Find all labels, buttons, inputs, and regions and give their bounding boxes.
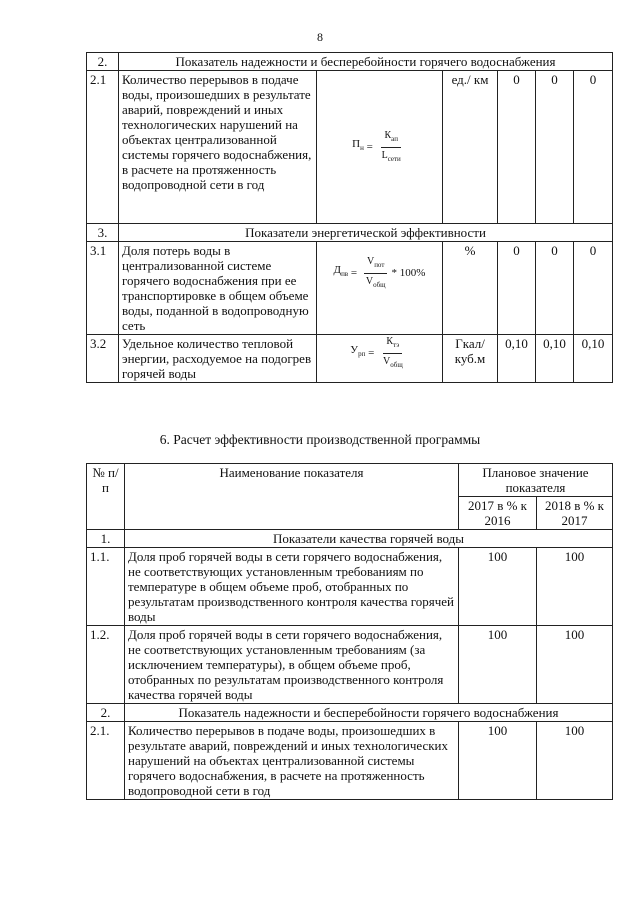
table-row (87, 548, 613, 626)
value-cell: 100 (459, 626, 537, 704)
formula (320, 72, 439, 222)
equals-sign: = (363, 140, 376, 153)
table-row (87, 626, 613, 704)
formula-tail: * 100% (391, 266, 426, 279)
value-cell: 100 (459, 548, 537, 626)
formula-fraction: $\frac{V_{пот}}{V_{общ}}$ (365, 255, 386, 289)
section-row (87, 53, 613, 71)
indicator-name: Доля проб горячей воды в сети горячего водоснабжения, не соответствующих установленным требованиям по температуре в общем объеме проб, отобранных по результатам производственного контроля качества горячей воды (125, 548, 459, 626)
formula-cell (317, 242, 443, 335)
header-name: Наименование показателя (125, 464, 459, 530)
section-title: Показатели энергетической эффективности (119, 224, 613, 242)
header-year-2018: 2018 в % к 2017 (537, 497, 613, 530)
formula-lhs: $У_{рп}$ (350, 344, 366, 359)
value-cell: 0 (574, 242, 613, 335)
section-row (87, 530, 613, 548)
value-cell: 0 (536, 242, 574, 335)
value-cell: 0,10 (498, 335, 536, 383)
table-row (87, 335, 613, 383)
section-number: 2. (87, 53, 119, 71)
row-number: 3.2 (87, 335, 119, 383)
value-cell: 100 (537, 548, 613, 626)
indicator-name: Количество перерывов в подаче воды, произошедших в результате аварий, повреждений и иных технологических нарушений на объектах централизованной системы горячего водоснабжения, в расчете на протяженность водопроводной сети в год (119, 71, 317, 224)
value-cell: 100 (537, 626, 613, 704)
formula-lhs: $Д_{пв}$ (333, 264, 349, 279)
formula-cell (317, 335, 443, 383)
formula-lhs: $П_н$ (352, 138, 364, 153)
formula (320, 243, 439, 303)
section-number: 2. (87, 704, 125, 722)
unit: % (443, 242, 498, 335)
indicator-name: Доля проб горячей воды в сети горячего водоснабжения, не соответствующих установленным требованиям (за исключением температуры), в общем объеме проб, отобранных по результатам производственного контроля качества горячей воды (125, 626, 459, 704)
header-number: № п/п (87, 464, 125, 530)
row-number: 3.1 (87, 242, 119, 335)
page-number: 8 (317, 30, 323, 44)
section-row (87, 704, 613, 722)
indicators-table (86, 52, 613, 383)
unit: ед./ км (443, 71, 498, 224)
table-row (87, 722, 613, 800)
equals-sign: = (365, 346, 378, 359)
value-cell: 100 (459, 722, 537, 800)
formula (320, 336, 439, 370)
value-cell: 100 (537, 722, 613, 800)
unit: Гкал/ куб.м (443, 335, 498, 383)
value-cell: 0 (536, 71, 574, 224)
indicator-name: Количество перерывов в подаче воды, произошедших в результате аварий, повреждений и иных технологических нарушений на объектах централизованной системы горячего водоснабжения, в расчете на протяженность водопроводной сети в год (125, 722, 459, 800)
header-year-2017: 2017 в % к 2016 (459, 497, 537, 530)
formula-fraction: $\frac{К_{тэ}}{V_{общ}}$ (383, 335, 403, 369)
row-number: 2.1. (87, 722, 125, 800)
table-row (87, 71, 613, 224)
section-title: Показатели качества горячей воды (125, 530, 613, 548)
value-cell: 0,10 (536, 335, 574, 383)
section-title: Показатель надежности и бесперебойности горячего водоснабжения (125, 704, 613, 722)
value-cell: 0 (498, 71, 536, 224)
section-title: Показатель надежности и бесперебойности горячего водоснабжения (119, 53, 613, 71)
equals-sign: = (348, 266, 360, 279)
row-number: 1.2. (87, 626, 125, 704)
formula-fraction: $\frac{К_{ап}}{L_{сети}}$ (381, 129, 401, 163)
section-heading: 6. Расчет эффективности производственной программы (159, 432, 481, 447)
section-number: 1. (87, 530, 125, 548)
header-plan: Плановое значение показателя (459, 464, 613, 497)
value-cell: 0 (574, 71, 613, 224)
indicator-name: Удельное количество тепловой энергии, расходуемое на подогрев горячей воды (119, 335, 317, 383)
value-cell: 0,10 (574, 335, 613, 383)
section-number: 3. (87, 224, 119, 242)
program-efficiency-table (86, 463, 613, 800)
value-cell: 0 (498, 242, 536, 335)
row-number: 1.1. (87, 548, 125, 626)
section-row (87, 224, 613, 242)
header-row (87, 464, 613, 497)
table-row (87, 242, 613, 335)
formula-cell (317, 71, 443, 224)
indicator-name: Доля потерь воды в централизованной системе горячего водоснабжения при ее транспортировке в общем объеме воды, поданной в водопроводную сеть (119, 242, 317, 335)
row-number: 2.1 (87, 71, 119, 224)
